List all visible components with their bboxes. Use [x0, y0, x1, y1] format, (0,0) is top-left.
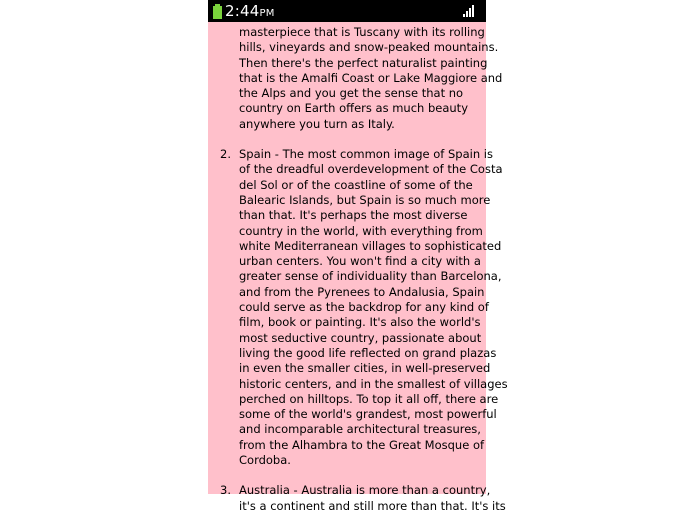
text-line: and from the Pyrenees to Andalusia, Spain: [239, 284, 485, 299]
text-line: hills, vineyards and snow-peaked mountains.: [239, 40, 499, 55]
text-line: Spain - The most common image of Spain is: [239, 147, 493, 162]
clock-ampm: PM: [259, 8, 275, 19]
text-line: most seductive country, passionate about: [239, 330, 482, 345]
text-line: film, book or painting. It's also the world's: [239, 315, 481, 330]
text-line: country on Earth offers as much beauty: [239, 101, 468, 116]
text-line: and incomparable architectural treasures,: [239, 422, 481, 437]
text-line: urban centers. You won't find a city with a: [239, 254, 481, 269]
text-line: anywhere you turn as Italy.: [239, 116, 395, 131]
clock-time: 2:44: [225, 2, 260, 20]
list-item-italy-tail: [208, 25, 503, 132]
text-line: could serve as the backdrop for any kind of: [239, 300, 489, 315]
text-line: greater sense of individuality than Barcelona,: [239, 269, 502, 284]
list-number: 3.: [220, 483, 231, 498]
list-number: 2.: [220, 147, 231, 162]
text-line: that is the Amalfi Coast or Lake Maggiore and: [239, 70, 503, 85]
text-line: perched on hilltops. To top it all off, there are: [239, 391, 499, 406]
text-line: Balearic Islands, but Spain is so much more: [239, 192, 491, 207]
text-line: Cordoba.: [239, 453, 291, 468]
text-line: than that. It's perhaps the most diverse: [239, 208, 468, 223]
list-item-spain: [208, 147, 508, 468]
text-line: it's a continent and still more than that. It's its: [239, 498, 506, 513]
phone-screen: [208, 0, 508, 513]
text-line: in even the smaller cities, in well-preserved: [239, 361, 491, 376]
text-line: masterpiece that is Tuscany with its rolling: [239, 25, 485, 39]
text-line: country in the world, with everything from: [239, 223, 483, 238]
text-line: Australia - Australia is more than a country,: [239, 483, 491, 498]
list-item-australia: [208, 483, 506, 514]
text-line: living the good life reflected on grand plazas: [239, 345, 497, 360]
text-line: del Sol or of the coastline of some of the: [239, 177, 473, 192]
status-clock: [225, 2, 275, 23]
signal-strength-icon: [463, 5, 477, 17]
battery-icon: [213, 4, 222, 19]
text-line: some of the world's grandest, most powerful: [239, 407, 497, 422]
text-line: white Mediterranean villages to sophisticated: [239, 238, 502, 253]
text-line: of the dreadful overdevelopment of the Costa: [239, 162, 503, 177]
text-line: the Alps and you get the sense that no: [239, 86, 464, 101]
text-line: historic centers, and in the smallest of villages: [239, 376, 508, 391]
text-line: Then there's the perfect naturalist painting: [239, 55, 488, 70]
status-bar: [208, 0, 486, 22]
text-line: from the Alhambra to the Great Mosque of: [239, 437, 485, 452]
article-content[interactable]: [208, 22, 508, 514]
